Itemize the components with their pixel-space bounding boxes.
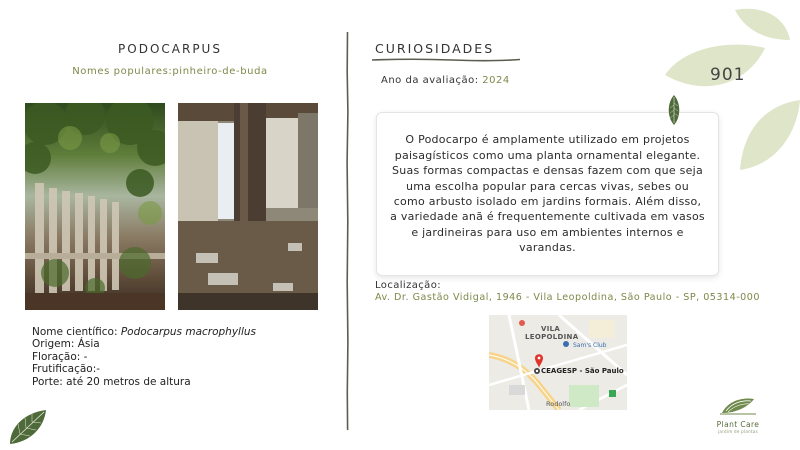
fruiting: Frutificação:- (32, 363, 101, 376)
map-street-label: Rodolfo (546, 400, 571, 408)
year-label: Ano da avaliação: (381, 75, 483, 86)
logo-leaf-icon (718, 395, 758, 415)
plant-care-logo (710, 395, 766, 435)
location-map[interactable] (489, 315, 627, 410)
origin: Origem: Ásia (32, 338, 100, 351)
plant-code: 901 (710, 65, 746, 85)
scientific-name: Podocarpus macrophyllus (120, 326, 257, 338)
location-address: Av. Dr. Gastão Vidigal, 1946 - Vila Leopoldina, São Paulo - SP, 05314-000 (375, 292, 760, 303)
title-underline (372, 57, 520, 63)
logo-tagline: jardim de plantas (717, 429, 759, 434)
scientific-name-label: Nome científico: (32, 326, 121, 338)
small-leaf-icon (667, 95, 681, 125)
curiosities-title: CURIOSIDADES (375, 41, 495, 56)
map-neighborhood-line2: LEOPOLDINA (525, 333, 579, 341)
flowering: Floração: - (32, 350, 88, 363)
description-text: O Podocarpo é amplamente utilizado em projetos paisagísticos como uma planta ornamental elegante. Suas formas compactas e densas fazem com que seja uma escolha popular para cercas vivas, sebes ou como arbusto isolado em jardins formais. Além disso, a variedade anã é frequentemente cultivada em vasos e jardineiras para uso em ambientes internos e varandas. (390, 133, 705, 255)
location-label: Localização: (375, 280, 441, 291)
map-neighborhood-line1: VILA (541, 325, 561, 333)
bottom-leaf-icon (8, 408, 48, 446)
evaluation-year (381, 75, 510, 86)
popular-names: Nomes populares:pinheiro-de-buda (72, 66, 268, 77)
plant-photo-hedge (25, 103, 165, 310)
scientific-name-row (32, 326, 256, 338)
year-value: 2024 (482, 75, 510, 86)
leaf-decoration-icon (665, 0, 800, 190)
logo-name: Plant Care (716, 420, 760, 429)
plant-title: PODOCARPUS (118, 42, 222, 56)
vertical-divider (346, 32, 349, 430)
map-poi-label: Sam's Club (573, 342, 607, 349)
plant-facts (32, 326, 256, 388)
map-place-label: CEAGESP - São Paulo (541, 367, 624, 375)
plant-photo-trunk (178, 103, 318, 310)
plant-size: Porte: até 20 metros de altura (32, 375, 191, 388)
